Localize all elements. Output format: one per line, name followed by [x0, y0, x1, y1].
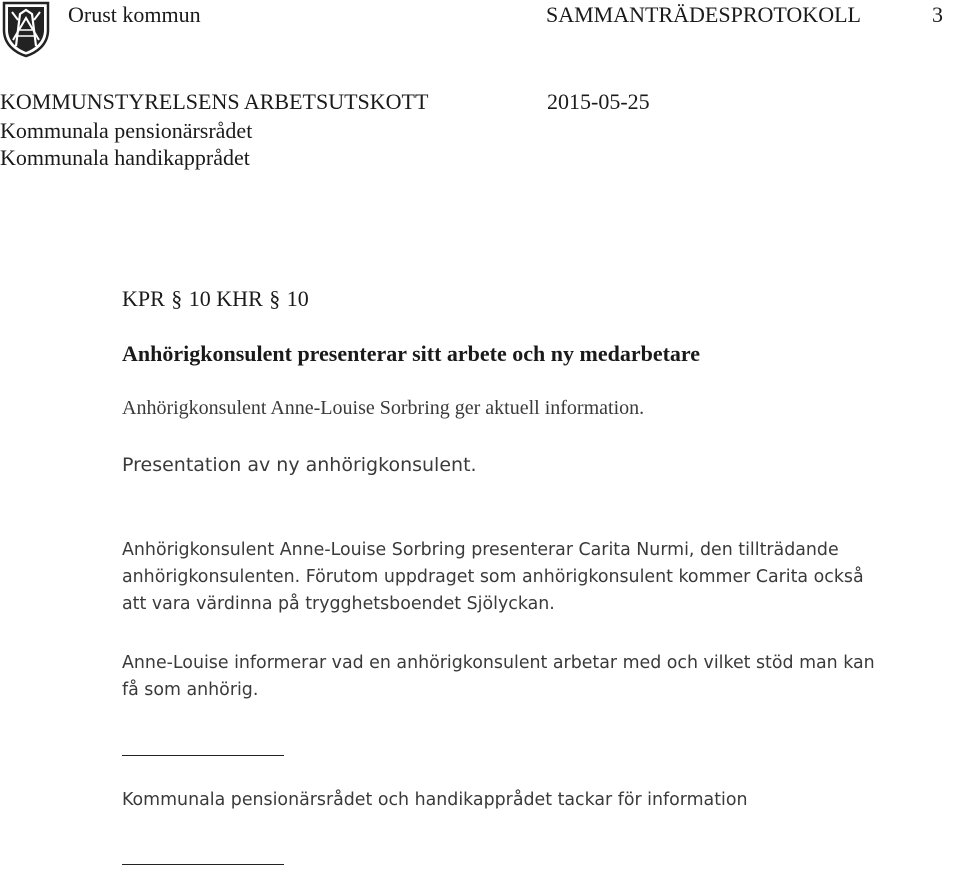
- paragraph-information: [122, 650, 960, 704]
- ref-kpr: KPR: [122, 286, 165, 311]
- divider-line: [122, 755, 284, 756]
- meeting-date: 2015-05-25: [547, 89, 650, 114]
- divider-line: [122, 864, 284, 865]
- paragraph-line: få som anhörig.: [122, 680, 259, 700]
- ref-khr-number: 10: [286, 286, 309, 311]
- section-title: Anhörigkonsulent presenterar sitt arbete och ny medarbetare: [122, 341, 701, 366]
- document-type: SAMMANTRÄDESPROTOKOLL: [546, 2, 861, 27]
- presentation-text: Presentation av ny anhörigkonsulent.: [122, 454, 477, 476]
- paragraph-line: att vara värdinna på trygghetsboendet Sjölyckan.: [122, 594, 555, 614]
- paragraph-line: Anhörigkonsulent Anne-Louise Sorbring presenterar Carita Nurmi, den tillträdande: [122, 540, 839, 560]
- board-name-primary: KOMMUNSTYRELSENS ARBETSUTSKOTT: [0, 89, 429, 114]
- board-name-secondary: Kommunala pensionärsrådet: [0, 118, 253, 143]
- closing-statement: Kommunala pensionärsrådet och handikapprådet tackar för information: [122, 790, 748, 810]
- paragraph-presentation: [122, 537, 960, 618]
- section-symbol: §: [171, 286, 183, 311]
- paragraph-line: Anne-Louise informerar vad en anhörigkonsulent arbetar med och vilket stöd man kan: [122, 653, 875, 673]
- info-text: Anhörigkonsulent Anne-Louise Sorbring ger aktuell information.: [122, 397, 645, 419]
- paragraph-line: anhörigkonsulenten. Förutom uppdraget som anhörigkonsulent kommer Carita också: [122, 567, 864, 587]
- organization-name: Orust kommun: [68, 2, 201, 27]
- section-symbol: §: [269, 286, 281, 311]
- coat-of-arms-logo: [0, 0, 52, 58]
- paragraph-reference: [122, 286, 309, 312]
- page-number: 3: [932, 2, 943, 27]
- board-name-tertiary: Kommunala handikapprådet: [0, 145, 250, 170]
- ref-khr: KHR: [216, 286, 263, 311]
- ref-kpr-number: 10: [188, 286, 211, 311]
